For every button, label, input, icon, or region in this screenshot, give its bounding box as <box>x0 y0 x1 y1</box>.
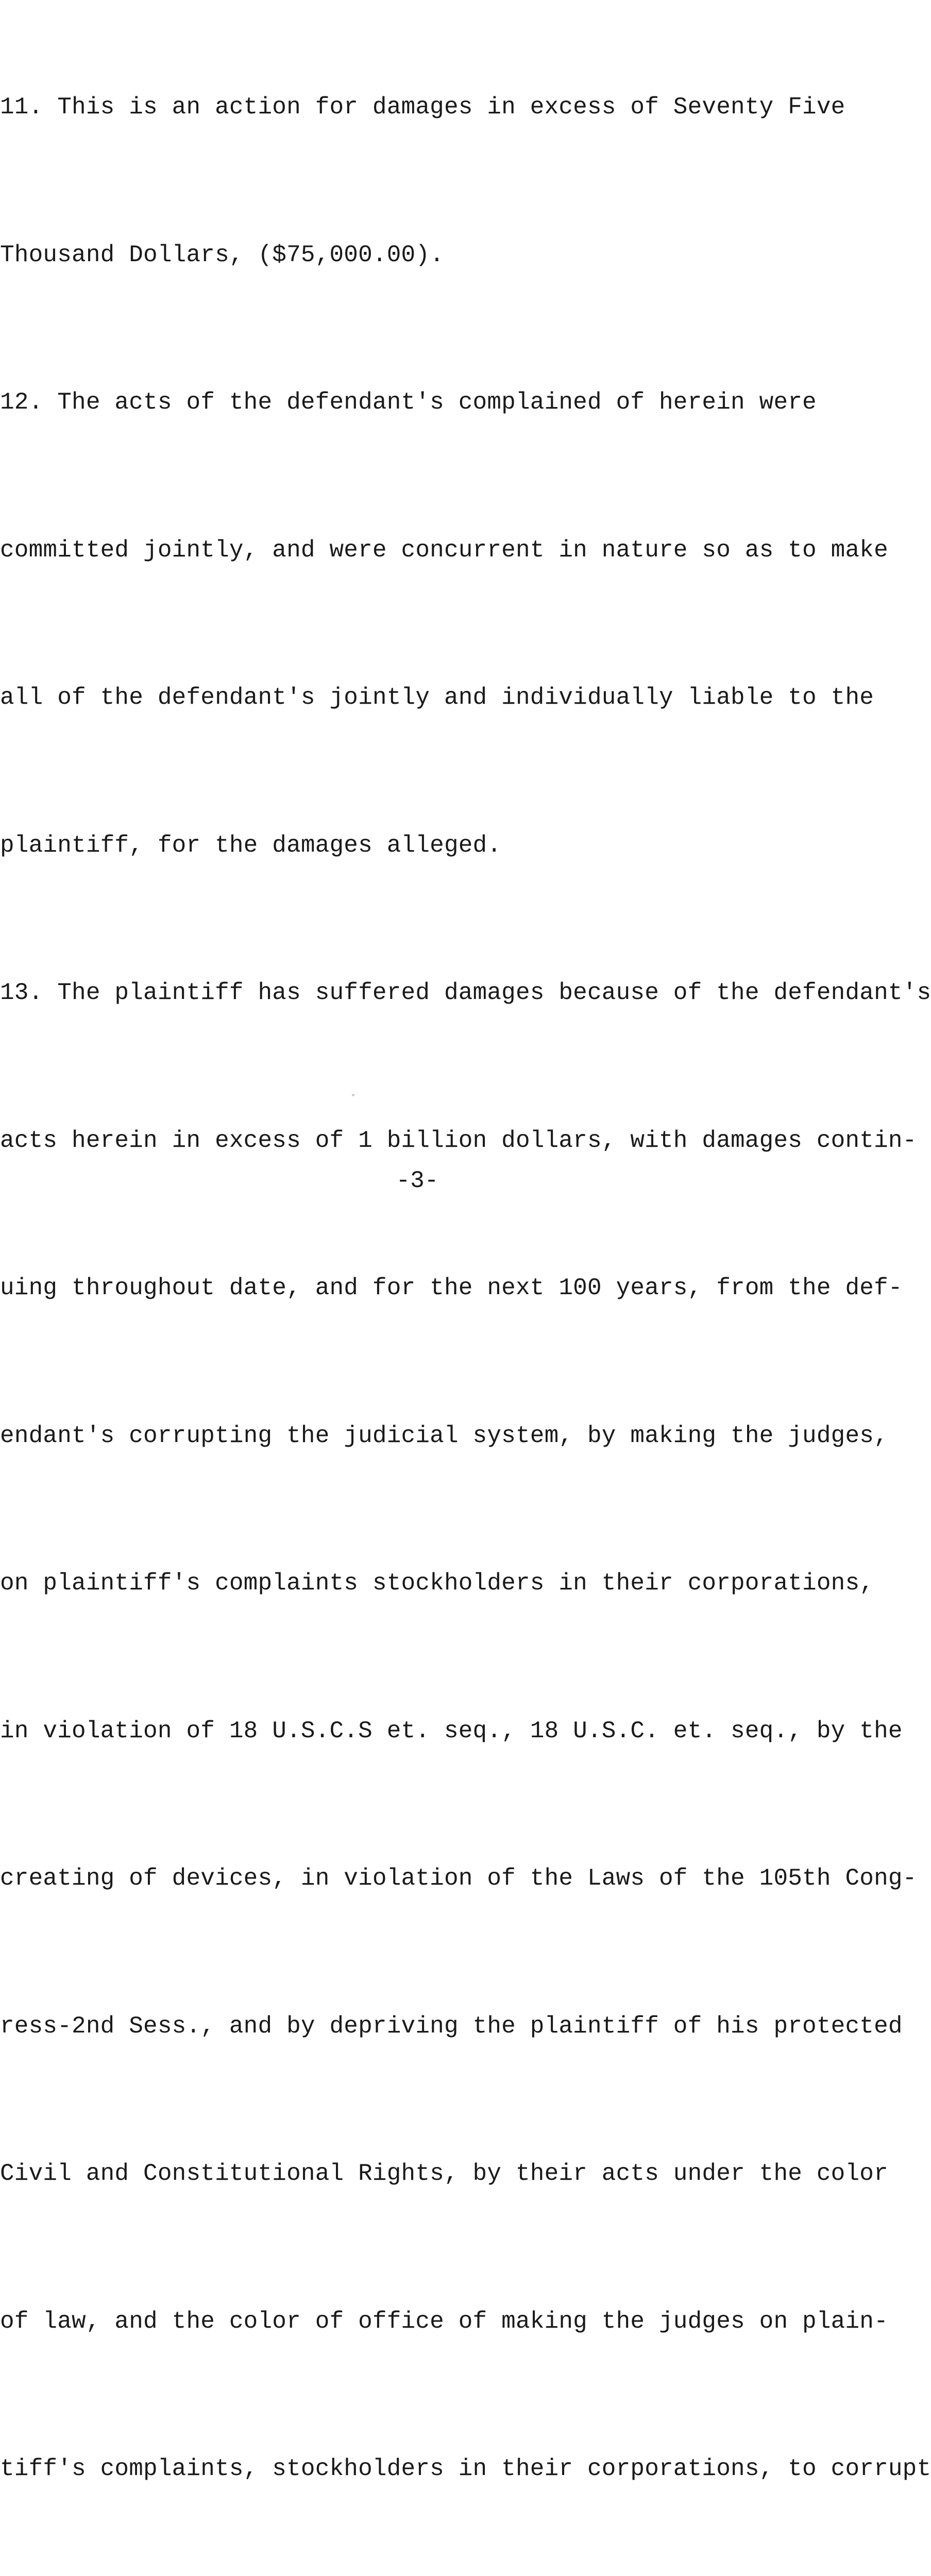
paragraph-12-line-4: plaintiff, for the damages alleged. <box>0 832 502 859</box>
paragraph-13-line-8: ress-2nd Sess., and by depriving the plaintiff of his protected <box>0 2012 903 2040</box>
paragraph-12-line-3: all of the defendant's jointly and individually liable to the <box>0 684 874 711</box>
paragraph-13-line-4: endant's corrupting the judicial system, by making the judges, <box>0 1422 888 1449</box>
paragraph-12-line-1: 12. The acts of the defendant's complained of herein were <box>0 389 817 416</box>
paragraph-13-line-6: in violation of 18 U.S.C.S et. seq., 18 U.S.C. et. seq., by the <box>0 1717 903 1744</box>
paragraph-11-line-1: 11. This is an action for damages in excess of Seventy Five <box>0 94 845 121</box>
paragraph-13-line-10: of law, and the color of office of making the judges on plain- <box>0 2308 888 2335</box>
paragraph-13-line-5: on plaintiff's complaints stockholders in their corporations, <box>0 1570 874 1597</box>
paragraph-13-line-3: uing throughout date, and for the next 100 years, from the def- <box>0 1275 903 1301</box>
scan-speck <box>352 1094 354 1096</box>
paragraph-13-line-2: acts herein in excess of 1 billion dollars, with damages contin- <box>0 1127 917 1154</box>
paragraph-13-line-7: creating of devices, in violation of the Laws of the 105th Cong- <box>0 1865 917 1892</box>
page-number: -3- <box>396 1167 439 1194</box>
paragraph-13-line-1: 13. The plaintiff has suffered damages because of the defendant's <box>0 979 931 1006</box>
paragraph-13-line-9: Civil and Constitutional Rights, by their acts under the color <box>0 2160 888 2187</box>
paragraph-11-line-2: Thousand Dollars, ($75,000.00). <box>0 241 444 268</box>
paragraph-13-line-11: tiff's complaints, stockholders in their corporations, to corrupt <box>0 2455 931 2482</box>
paragraph-12-line-2: committed jointly, and were concurrent in nature so as to make <box>0 536 888 564</box>
